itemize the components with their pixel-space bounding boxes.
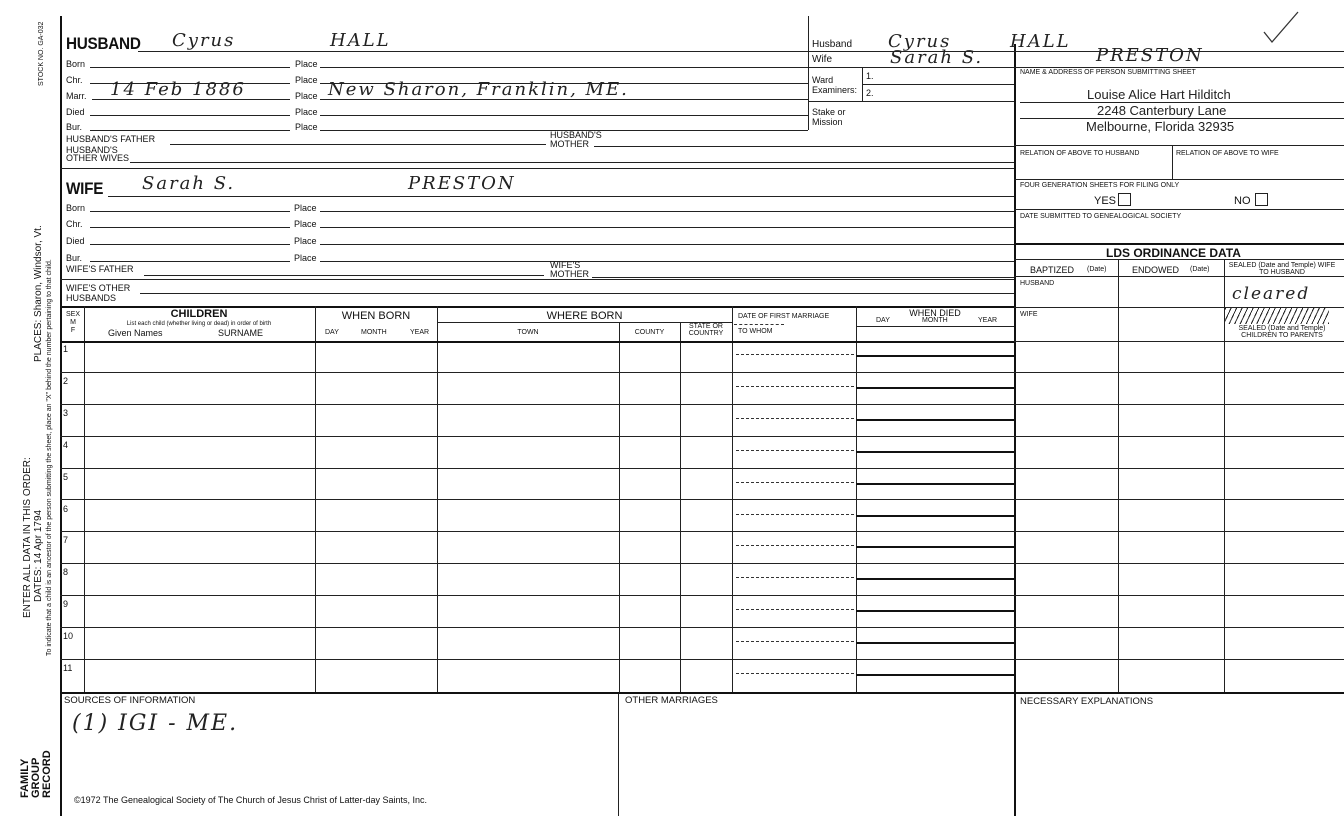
- death-date-box: [856, 628, 1014, 644]
- marriage-dash-line: [736, 609, 854, 610]
- marriage-dash-line: [736, 641, 854, 642]
- right-wife-given: Sarah S.: [890, 47, 984, 68]
- marriage-dash-line: [736, 545, 854, 546]
- table-row[interactable]: [60, 437, 1344, 469]
- submitter-street: 2248 Canterbury Lane: [1097, 103, 1227, 118]
- husband-other-wives-label: HUSBAND'S OTHER WIVES: [66, 145, 130, 163]
- submitter-city: Melbourne, Florida 32935: [1086, 119, 1235, 134]
- husband-marriage-place: New Sharon, Franklin, ME.: [328, 79, 629, 100]
- death-date-box: [856, 341, 1014, 357]
- relation-wife-label: RELATION OF ABOVE TO WIFE: [1176, 150, 1279, 157]
- when-born-label: WHEN BORN: [341, 310, 411, 322]
- children-instruction: List each child (whether living or dead) in order of birth: [126, 321, 272, 327]
- wife-mother-label: WIFE'S MOTHER: [550, 260, 589, 279]
- born-year-label: YEAR: [410, 329, 430, 336]
- marriage-dash-line: [736, 514, 854, 515]
- child-number: 2: [63, 375, 69, 386]
- wife-chr-label: Chr.: [66, 219, 83, 229]
- lds-wife-label: WIFE: [1020, 311, 1038, 318]
- endowed-label: ENDOWED: [1132, 265, 1179, 275]
- examiner-2: 2.: [866, 88, 874, 98]
- table-row[interactable]: [60, 564, 1344, 596]
- surname-label: SURNAME: [218, 328, 264, 338]
- order-instruction: ENTER ALL DATA IN THIS ORDER:: [22, 457, 33, 618]
- lds-hatched-area: [1225, 308, 1329, 324]
- wife-given-name: Sarah S.: [142, 173, 236, 194]
- given-names-label: Given Names: [108, 328, 163, 338]
- no-checkbox[interactable]: [1255, 193, 1268, 206]
- husband-father-label: HUSBAND'S FATHER: [66, 134, 156, 144]
- husband-chr-label: Chr.: [66, 75, 83, 85]
- husband-bur-label: Bur.: [66, 122, 83, 132]
- death-date-box: [856, 469, 1014, 485]
- examiners-label: Examiners:: [812, 85, 858, 95]
- death-date-box: [856, 532, 1014, 548]
- explanations-label: NECESSARY EXPLANATIONS: [1020, 696, 1154, 707]
- child-number: 3: [63, 407, 69, 418]
- death-date-box: [856, 501, 1014, 517]
- child-number: 9: [63, 599, 69, 610]
- right-wife-label: Wife: [812, 54, 832, 65]
- death-date-box: [856, 660, 1014, 676]
- marriage-dash-line: [736, 418, 854, 419]
- no-label: NO: [1234, 195, 1251, 207]
- child-number: 8: [63, 567, 69, 578]
- places-instruction: PLACES: Sharon, Windsor, Vt.: [33, 225, 44, 362]
- husband-given-name: Cyrus: [172, 30, 236, 51]
- baptized-date-label: (Date): [1087, 266, 1107, 273]
- state-country-label: STATE OR COUNTRY: [688, 323, 724, 337]
- husband-died-label: Died: [66, 107, 85, 117]
- child-number: 11: [63, 663, 73, 673]
- death-date-box: [856, 437, 1014, 453]
- table-row[interactable]: [60, 660, 1344, 692]
- wife-died-label: Died: [66, 236, 85, 246]
- marriage-dash-line: [736, 386, 854, 387]
- lds-cleared: cleared: [1232, 284, 1311, 304]
- right-wife-surname: PRESTON: [1096, 45, 1204, 66]
- children-title: CHILDREN: [170, 308, 228, 320]
- sealed-children-label: SEALED (Date and Temple) CHILDREN TO PARENTS: [1238, 325, 1326, 339]
- husband-born-label: Born: [66, 59, 86, 69]
- examiner-1: 1.: [866, 71, 874, 81]
- mission-label: Mission: [812, 117, 843, 127]
- town-label: TOWN: [517, 329, 539, 336]
- wife-father-label: WIFE'S FATHER: [66, 264, 134, 274]
- wife-born-place-label: Place: [294, 203, 317, 213]
- child-number: 1: [63, 344, 69, 354]
- when-died-label: WHEN DIED: [909, 308, 961, 318]
- death-date-box: [856, 405, 1014, 421]
- sources-text: (1) IGI - ME.: [72, 711, 239, 736]
- death-date-box: [856, 596, 1014, 612]
- wife-other-husbands-label: WIFE'S OTHER HUSBANDS: [66, 283, 131, 303]
- husband-born-place-label: Place: [295, 59, 318, 69]
- marriage-dash-line: [736, 482, 854, 483]
- born-month-label: MONTH: [361, 329, 387, 336]
- relation-husband-label: RELATION OF ABOVE TO HUSBAND: [1020, 150, 1140, 157]
- table-row[interactable]: [60, 501, 1344, 533]
- table-row[interactable]: [60, 596, 1344, 628]
- marriage-dash-line: [736, 354, 854, 355]
- husband-bur-place-label: Place: [295, 122, 318, 132]
- death-date-box: [856, 373, 1014, 389]
- county-label: COUNTY: [634, 329, 665, 336]
- table-row[interactable]: [60, 341, 1344, 373]
- child-number: 10: [63, 631, 74, 642]
- dates-instruction: DATES: 14 Apr 1794: [33, 509, 44, 602]
- child-number: 7: [63, 535, 69, 546]
- husband-surname: HALL: [330, 30, 391, 51]
- husband-died-place-label: Place: [295, 107, 318, 117]
- died-month-label: MONTH: [922, 317, 948, 324]
- yes-label: YES: [1094, 195, 1117, 207]
- right-husband-given: Cyrus: [888, 31, 952, 52]
- sources-label: SOURCES OF INFORMATION: [64, 695, 196, 706]
- four-gen-label: FOUR GENERATION SHEETS FOR FILING ONLY: [1020, 182, 1180, 189]
- stock-number: STOCK NO. GA-032: [38, 21, 45, 86]
- born-day-label: DAY: [325, 329, 339, 336]
- wife-label: WIFE: [66, 179, 104, 198]
- date-submitted-label: DATE SUBMITTED TO GENEALOGICAL SOCIETY: [1020, 213, 1182, 220]
- lds-title: LDS ORDINANCE DATA: [1106, 246, 1241, 260]
- right-husband-label: Husband: [812, 39, 853, 50]
- table-row[interactable]: [60, 532, 1344, 564]
- yes-checkbox[interactable]: [1118, 193, 1131, 206]
- sex-label: SEX M F: [65, 311, 80, 334]
- died-day-label: DAY: [876, 317, 890, 324]
- copyright: ©1972 The Genealogical Society of The Church of Jesus Christ of Latter-day Saints, Inc.: [74, 795, 427, 805]
- stake-label: Stake or: [812, 107, 846, 117]
- wife-chr-place-label: Place: [294, 219, 317, 229]
- husband-marr-place-label: Place: [295, 91, 318, 101]
- wife-died-place-label: Place: [294, 236, 317, 246]
- submitter-label: NAME & ADDRESS OF PERSON SUBMITTING SHEET: [1020, 69, 1196, 76]
- husband-marriage-date: 14 Feb 1886: [110, 79, 246, 100]
- submitter-name: Louise Alice Hart Hilditch: [1087, 87, 1231, 102]
- endowed-date-label: (Date): [1190, 266, 1210, 273]
- first-marriage-label: DATE OF FIRST MARRIAGE: [738, 313, 830, 320]
- marriage-dash-line: [736, 673, 854, 674]
- husband-marr-label: Marr.: [66, 91, 87, 101]
- where-born-label: WHERE BORN: [546, 310, 623, 322]
- lds-husband-label: HUSBAND: [1020, 280, 1055, 287]
- table-row[interactable]: [60, 405, 1344, 437]
- death-date-box: [856, 564, 1014, 580]
- wife-born-label: Born: [66, 203, 86, 213]
- table-row[interactable]: [60, 373, 1344, 405]
- wife-bur-place-label: Place: [294, 253, 317, 263]
- husband-mother-label: HUSBAND'S MOTHER: [550, 130, 602, 149]
- husband-chr-place-label: Place: [295, 75, 318, 85]
- wife-bur-label: Bur.: [66, 253, 83, 263]
- child-number: 6: [63, 503, 69, 514]
- table-row[interactable]: [60, 628, 1344, 660]
- check-mark: [1262, 10, 1302, 46]
- child-number: 5: [63, 471, 69, 482]
- marriage-dash-line: [736, 577, 854, 578]
- other-marriages-label: OTHER MARRIAGES: [625, 695, 718, 706]
- sealed-wife-label: SEALED (Date and Temple) WIFE TO HUSBAND: [1228, 262, 1336, 276]
- baptized-label: BAPTIZED: [1030, 265, 1075, 275]
- to-whom-label: TO WHOM: [738, 328, 773, 335]
- form-title: FAMILY GROUP RECORD: [19, 750, 53, 798]
- ancestor-instruction: To indicate that a child is an ancestor of the person submitting the sheet, place an "X" behind the number pertaining to that child.: [46, 259, 53, 656]
- husband-label: HUSBAND: [66, 34, 141, 53]
- marriage-dash-line: [736, 450, 854, 451]
- died-year-label: YEAR: [978, 317, 998, 324]
- wife-surname: PRESTON: [408, 173, 516, 194]
- ward-label: Ward: [812, 75, 834, 85]
- right-husband-surname: HALL: [1010, 31, 1071, 52]
- table-row[interactable]: [60, 469, 1344, 501]
- child-number: 4: [63, 439, 69, 450]
